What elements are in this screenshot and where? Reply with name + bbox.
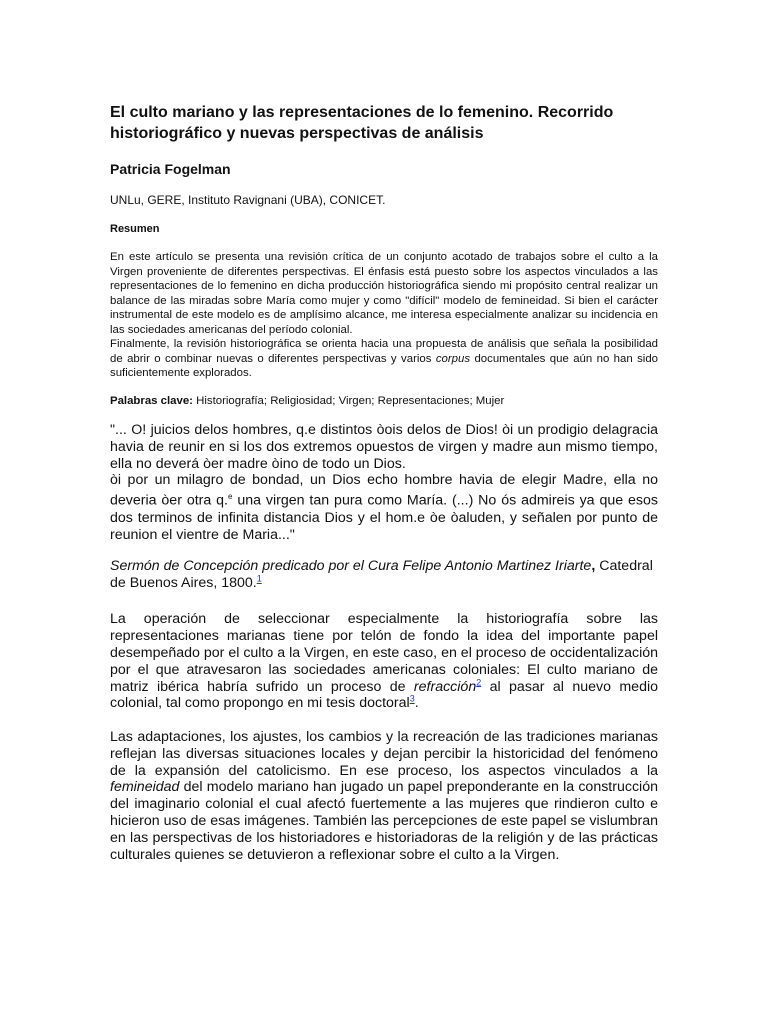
keywords-label: Palabras clave: bbox=[110, 394, 193, 407]
body-paragraph-1-text bbox=[110, 611, 658, 712]
footnote-link-1[interactable]: 1 bbox=[256, 573, 262, 584]
quote-citation bbox=[110, 558, 658, 592]
para2-italic: femineidad bbox=[110, 779, 180, 796]
quote-paragraph-1: "... O! juicios delos hombres, q.e distintos òois delos de Dios! òi un prodigio delagracia havia de reunir en si los dos extremos opuestos de virgen y madre aun mismo tiempo, ella no deverá òer madre òino de todo un Dios. bbox=[110, 422, 658, 472]
body-paragraph-2-text bbox=[110, 729, 658, 863]
quote-p2-text: òi por un milagro de bondad, un Dios echo hombre havia de elegir Madre, ella no deveria òer otra q. bbox=[110, 472, 658, 509]
author-affiliation: UNLu, GERE, Instituto Ravignani (UBA), CONICET. bbox=[110, 193, 386, 207]
citation-comma: , bbox=[591, 558, 596, 575]
epigraph-quote bbox=[110, 422, 658, 543]
quote-p2-superscript: e bbox=[228, 492, 233, 502]
quote-p2-text-end: una virgen tan pura como María. (...) No ós admireis ya que esos dos terminos de infinita distancia Dios y el hom.e òe òaluden, y señalen por punto de reunion el vientre de Maria..." bbox=[110, 492, 658, 543]
abstract-p2-text: Finalmente, la revisión historiográfica se orienta hacia una propuesta de análisis que señala la posibilidad de abrir o combinar nuevas o diferentes perspectivas y varios bbox=[110, 338, 658, 365]
keywords-text: Historiografía; Religiosidad; Virgen; Representaciones; Mujer bbox=[192, 394, 505, 407]
citation-place: Catedral de Buenos Aires, 1800. bbox=[110, 558, 653, 592]
keywords-line bbox=[110, 394, 658, 409]
para1-text: La operación de seleccionar especialmente la historiografía sobre las representaciones marianas tiene por telón de fondo la idea del importante papel desempeñado por el culto a la Virgen, en este caso, en el proceso de occidentalización por el que atravesaron las sociedades americanas coloniales: El culto mariano de matriz ibérica habría sufrido un proceso de bbox=[110, 611, 658, 695]
para2-text-end: del modelo mariano han jugado un papel preponderante en la construcción del imaginario colonial el cual afectó fuertemente a las mujeres que rindieron culto e hicieron uso de esas imágenes. También las percepciones de este papel se vislumbran en las perspectivas de los historiadores e historiadoras de la religión y de las prácticas culturales quienes se detuvieron a reflexionar sobre el culto a la Virgen. bbox=[110, 779, 658, 863]
footnote-link-3[interactable]: 3 bbox=[409, 693, 415, 704]
abstract-paragraph-2 bbox=[110, 337, 658, 381]
para2-text: Las adaptaciones, los ajustes, los cambios y la recreación de las tradiciones marianas reflejan las diversas situaciones locales y dejan percibir la historicidad del fenómeno de la expansión del catolicismo. En ese proceso, los aspectos vinculados a la bbox=[110, 729, 658, 779]
quote-paragraph-2 bbox=[110, 472, 658, 543]
para1-text-end: . bbox=[414, 695, 419, 712]
author-name: Patricia Fogelman bbox=[110, 161, 231, 177]
abstract-p2-italic: corpus bbox=[435, 352, 471, 365]
body-paragraph-1 bbox=[110, 611, 658, 712]
article-title: El culto mariano y las representaciones de lo femenino. Recorrido historiográfico y nuevas perspectivas de análisis bbox=[110, 104, 614, 142]
body-paragraph-2 bbox=[110, 729, 658, 863]
para1-text-mid: al pasar al nuevo medio colonial, tal como propongo en mi tesis doctoral bbox=[110, 678, 658, 712]
abstract-heading: Resumen bbox=[110, 223, 160, 235]
document-page bbox=[110, 102, 658, 863]
footnote-link-2[interactable]: 2 bbox=[476, 676, 482, 687]
abstract-paragraph-1: En este artículo se presenta una revisión crítica de un conjunto acotado de trabajos sobre el culto a la Virgen proveniente de diferentes perspectivas. El énfasis está puesto sobre los aspectos vinculados a las representaciones de lo femenino en dicha producción historiográfica siendo mi propósito central realizar un balance de las miradas sobre María como mujer y como "difícil" modelo de femineidad. Si bien el carácter instrumental de este modelo es de amplísimo alcance, me interesa especialmente analizar su incidencia en las sociedades americanas del período colonial. bbox=[110, 251, 658, 336]
abstract-p2-text-end: documentales que aún no han sido suficientemente explorados. bbox=[110, 352, 658, 379]
abstract-body bbox=[110, 250, 658, 381]
citation-work: Sermón de Concepción predicado por el Cura Felipe Antonio Martinez Iriarte bbox=[110, 558, 592, 575]
para1-italic: refracción bbox=[413, 678, 477, 695]
